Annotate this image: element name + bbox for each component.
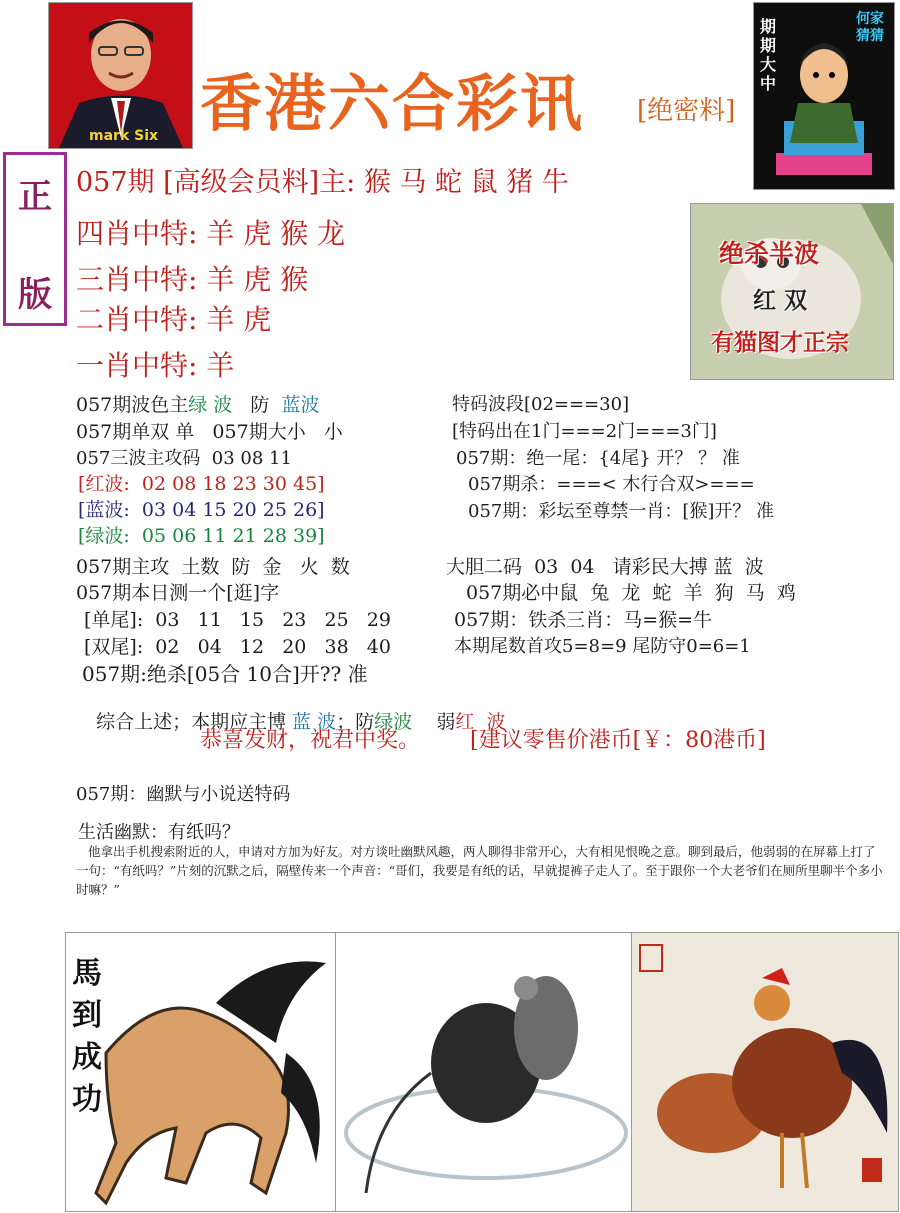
rat-painting bbox=[335, 932, 633, 1212]
blue-wave-line: [蓝波: 03 04 15 20 25 26] bbox=[78, 499, 325, 521]
tail-pick-line: 057期：绝一尾：{4尾} 开？ ？ 准 bbox=[456, 448, 740, 469]
double-tail-line: [双尾]: 02 04 12 20 38 40 bbox=[84, 636, 391, 658]
one-zodiac-pick: 一肖中特: 羊 bbox=[76, 349, 235, 382]
authentic-badge bbox=[3, 152, 67, 326]
single-tail-line: [单尾]: 03 11 15 23 25 29 bbox=[84, 609, 391, 631]
two-zodiac-pick: 二肖中特: 羊 虎 bbox=[76, 303, 272, 336]
rat-icon bbox=[336, 933, 632, 1211]
wave-color-line bbox=[76, 390, 320, 417]
cartoon-image bbox=[753, 2, 895, 190]
story-header: 057期：幽默与小说送特码 bbox=[76, 784, 291, 805]
summary-guard: ；防 bbox=[336, 711, 375, 733]
green-wave-line: [绿波: 05 06 11 21 28 39] bbox=[78, 525, 325, 547]
horse-caption: 馬到成功 bbox=[72, 956, 102, 1117]
badge-char-2: 版 bbox=[18, 275, 52, 315]
portrait-man-icon bbox=[49, 3, 192, 148]
rooster-icon bbox=[632, 933, 898, 1211]
four-zodiac-pick: 四肖中特: 羊 虎 猴 龙 bbox=[76, 217, 346, 250]
special-segment-line: 特码波段[02===30] bbox=[452, 394, 630, 415]
forbidden-zodiac-line: 057期：彩坛至尊禁一肖：[猴]开？ 准 bbox=[468, 501, 775, 522]
odd-even-line: 057期单双 单 057期大小 小 bbox=[76, 421, 343, 443]
summary-main-blue: 蓝 波 bbox=[292, 711, 337, 733]
red-wave-line: [红波: 02 08 18 23 30 45] bbox=[78, 473, 325, 495]
story-body: 他拿出手机搜索附近的人，申请对方加为好友。对方谈吐幽默风趣，两人聊得非常开心，大有相见恨晚之意。聊到最后，他弱弱的在屏幕上打了一句：“有纸吗？”片刻的沉默之后，隔壁传来一个声音：“哥们，我要是有纸的话，早就提裤子走人了。至于跟你一个大老爷们在厕所里聊半个多小时嘛？” bbox=[76, 844, 883, 897]
congrats-text: 恭喜发财，祝君中奖。 bbox=[200, 728, 421, 753]
portrait-logo-text: mark Six bbox=[89, 128, 159, 144]
page-title: 香港六合彩讯 bbox=[200, 67, 585, 140]
summary-prefix: 综合上述；本期应主博 bbox=[96, 711, 293, 733]
badge-char-1: 正 bbox=[18, 177, 52, 217]
cat-caption-3: 有猫图才正宗 bbox=[711, 330, 849, 356]
kill-combo-line: 057期:绝杀[05合 10合]开?? 准 bbox=[82, 662, 368, 686]
page-subtitle: [绝密料] bbox=[637, 96, 736, 126]
member-line: 057期 [高级会员料]主: 猴 马 蛇 鼠 猪 牛 bbox=[76, 167, 569, 198]
rooster-painting bbox=[631, 932, 899, 1212]
tail-attack-line: 本期尾数首攻5=8=9 尾防守0=6=1 bbox=[454, 636, 751, 657]
iron-kill-line: 057期：铁杀三肖：马=猴=牛 bbox=[454, 609, 713, 631]
horse-painting bbox=[65, 932, 337, 1212]
daily-word-line: 057期本日测一个[逛]字 bbox=[76, 582, 280, 604]
summary-guard-green: 绿波 bbox=[374, 711, 413, 733]
summary-weak: 弱 bbox=[412, 711, 456, 733]
cat-image bbox=[690, 203, 894, 380]
three-zodiac-pick: 三肖中特: 羊 虎 猴 bbox=[76, 263, 309, 296]
wave-guard-label: 防 bbox=[232, 394, 282, 416]
cartoon-text-right: 何家猜猜 bbox=[856, 11, 884, 44]
price-text: [建议零售价港币[￥：80港币] bbox=[470, 728, 766, 753]
cat-caption-2: 红 双 bbox=[753, 288, 808, 314]
story-title: 生活幽默：有纸吗？ bbox=[78, 822, 240, 843]
wave-main-green: 绿 波 bbox=[188, 394, 233, 416]
special-door-line: [特码出在1门===2门===3门] bbox=[452, 421, 717, 442]
three-wave-line: 057三波主攻码 03 08 11 bbox=[76, 448, 292, 469]
wave-guard-blue: 蓝波 bbox=[281, 394, 320, 416]
portrait-photo bbox=[48, 2, 193, 149]
main-attack-line: 057期主攻 土数 防 金 火 数 bbox=[76, 556, 350, 578]
summary-weak-red: 红 波 bbox=[455, 711, 506, 733]
must-hit-line: 057期必中鼠 兔 龙 蛇 羊 狗 马 鸡 bbox=[466, 582, 796, 604]
cat-caption-1: 绝杀半波 bbox=[719, 239, 820, 268]
cartoon-text-left: 期期大中 bbox=[760, 17, 777, 93]
bold-two-line: 大胆二码 03 04 请彩民大搏 蓝 波 bbox=[446, 556, 764, 578]
wave-color-prefix: 057期波色主 bbox=[76, 394, 189, 416]
kill-element-line: 057期杀：===< 木行合双>=== bbox=[468, 474, 755, 495]
